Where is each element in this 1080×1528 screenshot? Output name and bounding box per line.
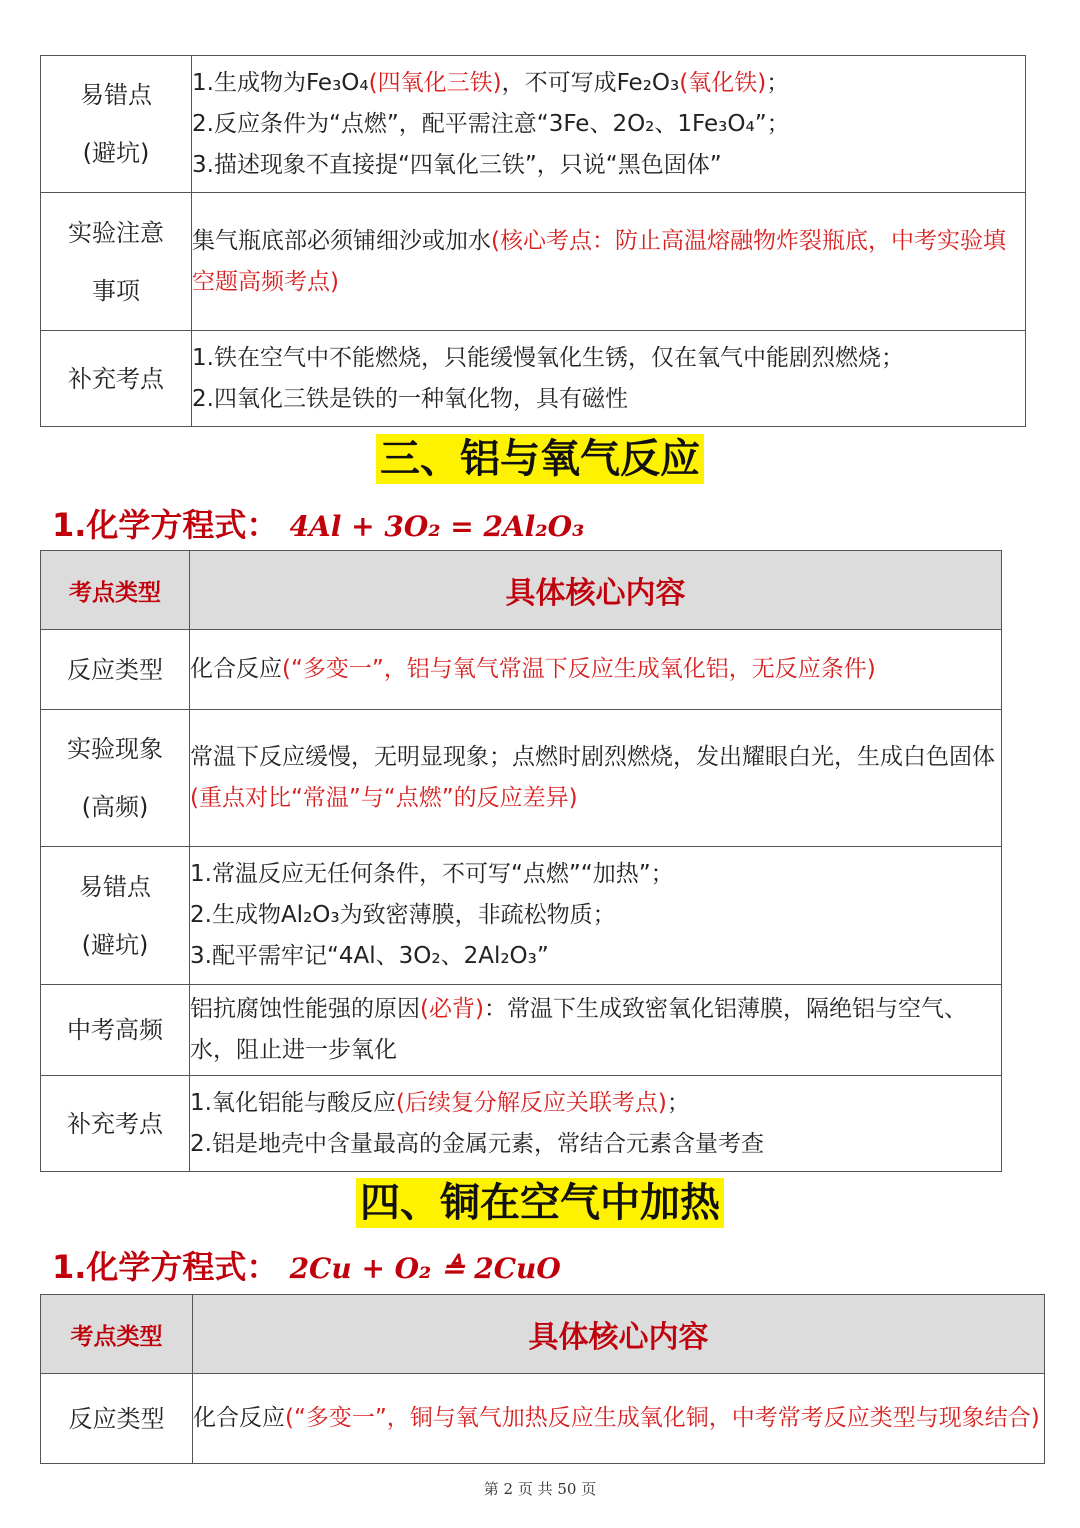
header-content-text: 具体核心内容 [505, 576, 686, 611]
equation-formula: 2Cu + O₂ ≜ 2CuO [289, 1252, 561, 1285]
page-footer: 第 2 页 共 50 页 [483, 1480, 597, 1498]
highlight-note: (重点对比“常温”与“点燃”的反应差异) [190, 785, 578, 811]
row-content [192, 56, 1026, 193]
equation-formula: 4Al + 3O₂ = 2Al₂O₃ [289, 510, 585, 543]
row-label-line: 补充考点 [67, 1109, 163, 1138]
table-body [41, 1374, 1045, 1464]
table-row [41, 1374, 1045, 1464]
highlight-note: (后续复分解反应关联考点) [395, 1089, 667, 1116]
row-content [190, 847, 1002, 985]
content-line [190, 649, 1001, 690]
content-line [192, 221, 1025, 303]
content-line [192, 63, 1025, 104]
content-text: 2.反应条件为“点燃”，配平需注意“3Fe、2O₂、1Fe₃O₄”； [192, 110, 790, 137]
row-label [41, 331, 192, 427]
content-text: 集气瓶底部必须铺细沙或加水 [192, 227, 491, 254]
row-label-line: 实验注意 [68, 218, 164, 247]
iron-oxygen-table [40, 55, 1026, 427]
row-content [190, 985, 1002, 1076]
section4-equation [52, 1242, 561, 1288]
table-row [41, 56, 1026, 193]
highlight-note: (“多变一”，铝与氧气常温下反应生成氧化铝，无反应条件) [282, 656, 876, 682]
content-text: ，不可写成Fe₂O₃ [501, 69, 680, 96]
content-text: 1.常温反应无任何条件，不可写“点燃”“加热”； [190, 861, 674, 887]
header-type-text: 考点类型 [70, 1323, 163, 1350]
row-label [41, 710, 190, 847]
content-line [192, 379, 1025, 420]
table-row [41, 331, 1026, 427]
row-label [41, 1076, 190, 1172]
content-line [192, 104, 1025, 145]
header-type-text: 考点类型 [69, 579, 161, 606]
section4-heading-text: 四、铜在空气中加热 [356, 1178, 724, 1228]
content-text: ：常温下生成致密氧化铝薄膜，隔绝铝与空气、水，阻止进一步氧化 [190, 996, 967, 1063]
content-line [193, 1398, 1044, 1439]
content-text: ； [766, 69, 790, 96]
row-label [41, 56, 192, 193]
table-body [41, 630, 1002, 1172]
row-label-line: 事项 [92, 276, 140, 305]
row-content [190, 710, 1002, 847]
table-row [41, 985, 1002, 1076]
section3-heading-text: 三、铝与氧气反应 [376, 434, 704, 484]
row-label-line: (避坑) [82, 139, 150, 167]
row-label-line: (高频) [81, 793, 149, 821]
row-label-line: 中考高频 [67, 1016, 163, 1044]
content-line [192, 145, 1025, 186]
header-type [41, 1295, 193, 1374]
content-text: 1.铁在空气中不能燃烧，只能缓慢氧化生锈，仅在氧气中能剧烈燃烧； [192, 344, 904, 371]
table-row [41, 710, 1002, 847]
row-label [41, 1374, 193, 1464]
content-text: 2.四氧化三铁是铁的一种氧化物，具有磁性 [192, 385, 628, 412]
section3-equation [52, 500, 584, 546]
row-label-line: 反应类型 [67, 655, 163, 684]
content-text: 1.氧化铝能与酸反应 [190, 1089, 396, 1116]
equation-label: 1.化学方程式： [52, 506, 279, 544]
content-line [190, 895, 1001, 936]
copper-oxygen-table [40, 1294, 1045, 1464]
table-body [41, 56, 1026, 427]
header-type [41, 551, 190, 630]
content-line [190, 936, 1001, 977]
content-line [190, 737, 1001, 819]
content-line [190, 1083, 1001, 1124]
row-label-line: 易错点 [79, 872, 151, 901]
row-label-line: (避坑) [81, 930, 149, 959]
row-content [192, 331, 1026, 427]
content-text: 常温下反应缓慢，无明显现象；点燃时剧烈燃烧，发出耀眼白光，生成白色固体 [190, 744, 995, 770]
content-text: 化合反应 [193, 1405, 285, 1431]
row-label [41, 630, 190, 710]
content-text: 化合反应 [190, 656, 282, 682]
content-line [190, 1124, 1001, 1165]
row-content [192, 193, 1026, 331]
row-label [41, 985, 190, 1076]
content-text: 铝抗腐蚀性能强的原因 [190, 996, 420, 1022]
row-content [190, 630, 1002, 710]
row-content [193, 1374, 1045, 1464]
table-row [41, 1076, 1002, 1172]
content-text: 2.铝是地壳中含量最高的金属元素，常结合元素含量考查 [190, 1130, 764, 1157]
highlight-note: (必背) [420, 996, 484, 1022]
row-content [190, 1076, 1002, 1172]
row-label-line: 易错点 [80, 81, 152, 109]
content-line [190, 854, 1001, 895]
header-content [190, 551, 1002, 630]
highlight-note: (核心考点：防止高温熔融物炸裂瓶底，中考实验填空题高频考点) [192, 227, 1006, 295]
header-content [193, 1295, 1045, 1374]
section3-heading [0, 432, 1080, 486]
content-text: ； [666, 1089, 690, 1116]
content-line [192, 338, 1025, 379]
content-text: 2.生成物Al₂O₃为致密薄膜，非疏松物质； [190, 902, 616, 928]
equation-label: 1.化学方程式： [52, 1248, 279, 1286]
row-label-line: 补充考点 [68, 364, 164, 393]
highlight-note: (“多变一”，铜与氧气加热反应生成氧化铜，中考常考反应类型与现象结合) [285, 1405, 1040, 1431]
row-label [41, 193, 192, 331]
table-row [41, 630, 1002, 710]
content-text: 3.配平需牢记“4Al、3O₂、2Al₂O₃” [190, 943, 549, 969]
section4-heading [0, 1176, 1080, 1230]
content-line [190, 989, 1001, 1071]
highlight-note: (四氧化三铁) [368, 69, 502, 96]
content-text: 1.生成物为Fe₃O₄ [192, 69, 369, 96]
table-row [41, 847, 1002, 985]
row-label-line: 实验现象 [67, 735, 163, 763]
table-row [41, 193, 1026, 331]
aluminum-oxygen-table [40, 550, 1002, 1172]
header-content-text: 具体核心内容 [528, 1320, 709, 1355]
content-text: 3.描述现象不直接提“四氧化三铁”，只说“黑色固体” [192, 151, 722, 178]
row-label [41, 847, 190, 985]
row-label-line: 反应类型 [68, 1404, 165, 1433]
highlight-note: (氧化铁) [679, 69, 767, 96]
